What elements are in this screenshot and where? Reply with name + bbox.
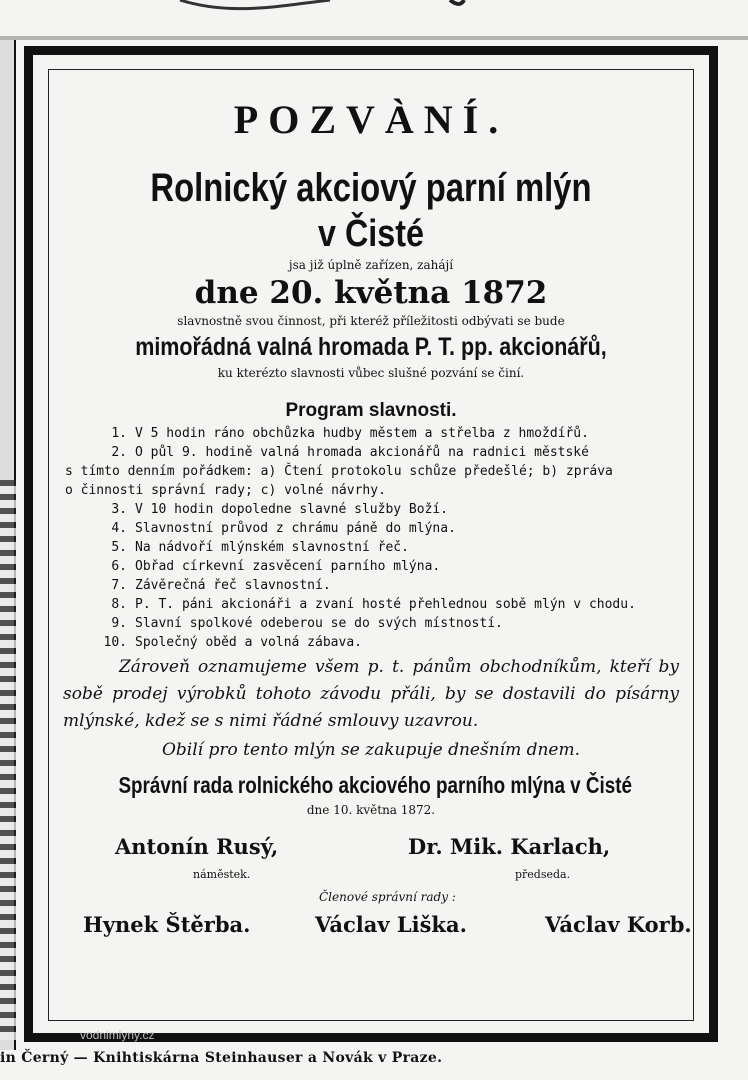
member-name: Hynek Štěrba. [83,912,251,937]
member-name: Václav Korb. [545,912,692,937]
assembly-line: mimořádná valná hromada P. T. pp. akcionářů, [135,333,607,361]
opening-date: dne 20. května 1872 [194,275,548,311]
notice-inner-border [48,69,694,1021]
signatories [63,828,692,946]
program-item: 10. Společný oběd a volná zábava. [103,635,362,650]
chair-role: předseda. [515,868,571,881]
vice-chair-role: náměstek. [193,868,251,881]
member-name: Václav Liška. [315,912,467,937]
ornamental-border [0,480,16,1040]
board-members-label: Členové správní rady : [319,890,456,904]
program-item: 9. Slavní spolkové odeberou se do svých místností. [111,616,503,631]
program-item: 4. Slavnostní průvod z chrámu páně do mlýna. [111,521,456,536]
vice-chair-name: Antonín Rusý, [115,834,279,859]
grain-purchase-notice: Obilí pro tento mlýn se zakupuje dnešním dnem. [161,740,581,760]
program-list [65,424,679,652]
mill-location: v Čisté [318,213,424,255]
notice-content [63,97,692,946]
program-item: 5. Na nádvoří mlýnském slavnostní řeč. [111,540,409,555]
watermark: vodnimlyny.cz [80,1028,155,1042]
invitation-line: ku kterézto slavnosti vůbec slušné pozvání se činí. [217,366,525,380]
mill-name: Rolnický akciový parní mlýn [150,166,592,210]
program-item: 2. O půl 9. hodině valná hromada akcionářů na radnici městské [111,445,589,460]
notice-title: POZVÀNÍ. [233,97,509,142]
program-item: 8. P. T. páni akcionáři a zvaní hosté přehlednou sobě mlýn v chodu. [111,597,636,612]
issue-date: dne 10. května 1872. [306,803,436,817]
chair-name: Dr. Mik. Karlach, [408,834,611,859]
program-item: 6. Obřad církevní zasvěcení parního mlýna. [111,559,441,574]
notice-frame [24,46,718,1042]
program-heading: Program slavnosti. [285,400,457,421]
printer-imprint: in Černý — Knihtiskárna Steinhauser a Novák v Praze. [0,1050,443,1066]
program-item: 3. V 10 hodin dopoledne slavné služby Boží. [111,502,449,517]
board-signature: Správní rada rolnického akciového parního mlýna v Čisté [118,772,633,798]
celebration-line: slavnostně svou činnost, při kteréž příležitosti odbývati se bude [177,314,565,328]
merchant-notice: Zároveň oznamujeme všem p. t. pánům obchodníkům, kteří by sobě prodej výrobků tohoto závodu přáli, by se dostavili do písárny mlýnské, kdež se s nimi řádné smlouvy uzavrou. [63,657,679,731]
top-page-scrap [0,0,748,40]
program-item: 7. Závěrečná řeč slavnostní. [111,578,331,593]
program-item-continuation: s tímto denním pořádkem: a) Čtení protokolu schůze předešlé; b) zpráva [65,464,613,479]
program-item: 1. V 5 hodin ráno obchůzka hudby městem a střelba z hmoždířů. [111,426,589,441]
program-item-continuation: o činnosti správní rady; c) volné návrhy. [65,483,386,498]
intro-line: jsa již úplně zařízen, zahájí [288,258,454,272]
ink-fragments [0,0,748,40]
